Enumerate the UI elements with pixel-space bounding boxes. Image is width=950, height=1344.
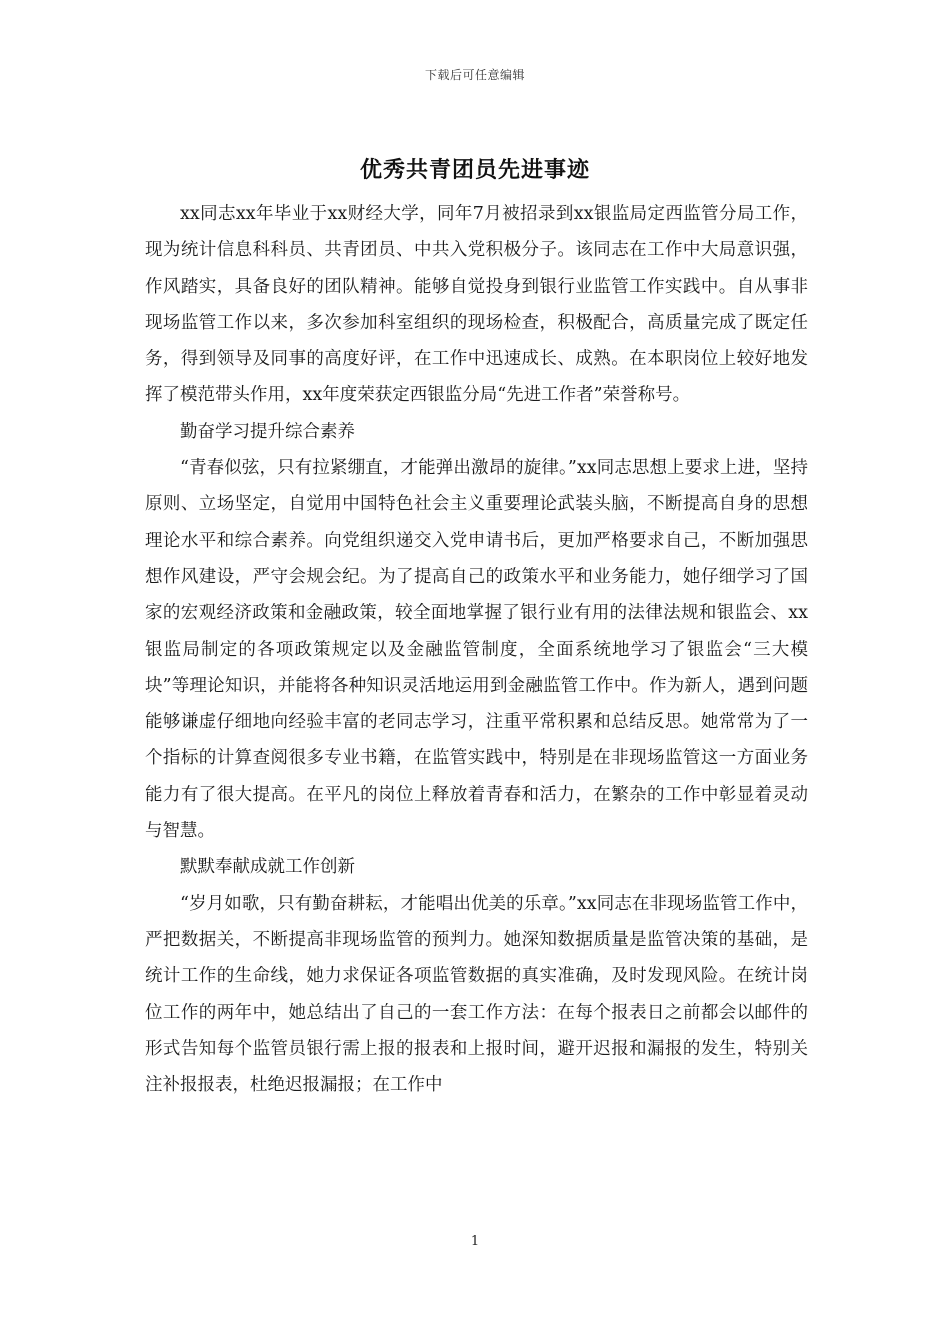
page-header-note: 下载后可任意编辑 [424, 68, 525, 82]
document-title: 优秀共青团员先进事迹 [359, 157, 590, 183]
section-heading-study: 勤奋学习提升综合素养 [180, 421, 355, 442]
intro-paragraph: xx同志xx年毕业于xx财经大学，同年7月被招录到xx银监局定西监管分局工作，现为统计信息科科员、共青团员、中共入党积极分子。该同志在工作中大局意识强，作风踏实，具备良好的团队精神。能够自觉投身到银行业监管工作实践中。自从事非现场监管工作以来，多次参加科室组织的现场检查，积极配合，高质量完成了既定任务，得到领导及同事的高度好评，在工作中迅速成长、成熟。在本职岗位上较好地发挥了模范带头作用，xx年度荣获定西银监分局“先进工作者”荣誉称号。 [145, 204, 808, 406]
dedication-paragraph: “岁月如歌，只有勤奋耕耘，才能唱出优美的乐章。”xx同志在非现场监管工作中，严把数据关，不断提高非现场监管的预判力。她深知数据质量是监管决策的基础，是统计工作的生命线，她力求保证各项监管数据的真实准确，及时发现风险。在统计岗位工作的两年中，她总结出了自己的一套工作方法：在每个报表日之前都会以邮件的形式告知每个监管员银行需上报的报表和上报时间，避开迟报和漏报的发生，特别关注补报报表，杜绝迟报漏报；在工作中 [145, 893, 808, 1096]
page-number: 1 [470, 1234, 480, 1249]
section-heading-dedication: 默默奉献成就工作创新 [180, 857, 355, 878]
study-paragraph: “青春似弦，只有拉紧绷直，才能弹出激昂的旋律。”xx同志思想上要求上进，坚持原则、立场坚定，自觉用中国特色社会主义重要理论武装头脑，不断提高自身的思想理论水平和综合素养。向党组织递交入党申请书后，更加严格要求自己，不断加强思想作风建设，严守会规会纪。为了提高自己的政策水平和业务能力，她仔细学习了国家的宏观经济政策和金融政策，较全面地掌握了银行业有用的法律法规和银监会、xx银监局制定的各项政策规定以及金融监管制度，全面系统地学习了银监会“三大模块”等理论知识，并能将各种知识灵活地运用到金融监管工作中。作为新人，遇到问题能够谦虚仔细地向经验丰富的老同志学习，注重平常积累和总结反思。她常常为了一个指标的计算查阅很多专业书籍，在监管实践中，特别是在非现场监管这一方面业务能力有了很大提高。在平凡的岗位上释放着青春和活力，在繁杂的工作中彰显着灵动与智慧。 [145, 458, 808, 842]
document-body [145, 196, 808, 1103]
